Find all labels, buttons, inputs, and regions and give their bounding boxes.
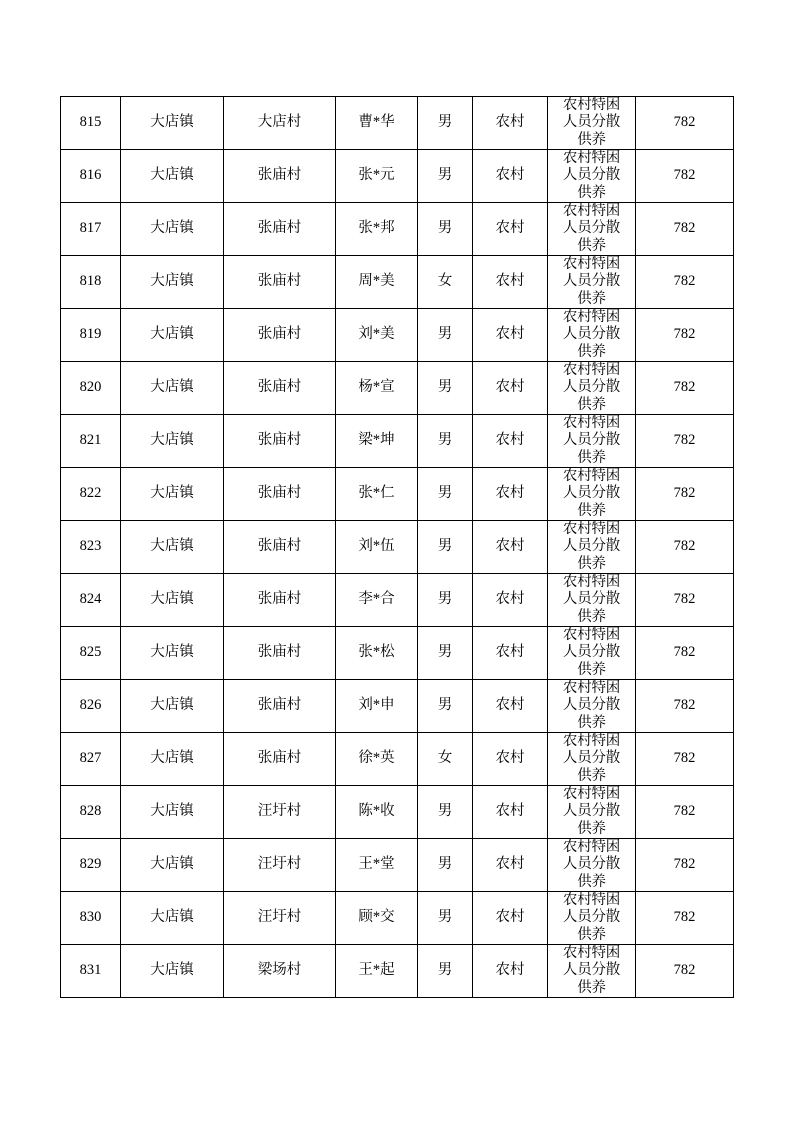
row-serial-number: 827: [61, 733, 121, 786]
row-person-name: 徐*英: [336, 733, 418, 786]
row-person-name: 顾*交: [336, 892, 418, 945]
row-amount: 782: [636, 892, 734, 945]
assistance-category-line: 人员分散: [562, 644, 621, 661]
assistance-category-line: 农村特困: [562, 97, 621, 114]
table-body: [61, 97, 734, 998]
row-amount: 782: [636, 309, 734, 362]
row-assistance-category: [548, 203, 636, 256]
row-serial-number: 819: [61, 309, 121, 362]
row-gender: 女: [418, 256, 473, 309]
row-village: 汪圩村: [224, 839, 336, 892]
row-township: 大店镇: [121, 574, 224, 627]
row-gender: 男: [418, 839, 473, 892]
row-assistance-category: [548, 415, 636, 468]
row-person-name: 王*起: [336, 945, 418, 998]
assistance-category-line: 农村特困: [562, 680, 621, 697]
assistance-category-line: 农村特困: [562, 892, 621, 909]
row-amount: 782: [636, 203, 734, 256]
row-person-name: 张*松: [336, 627, 418, 680]
row-gender: 男: [418, 574, 473, 627]
row-assistance-category: [548, 574, 636, 627]
row-household-type: 农村: [473, 521, 548, 574]
assistance-category-line: 人员分散: [562, 114, 621, 131]
assistance-category-line: 人员分散: [562, 485, 621, 502]
table-row: [61, 786, 734, 839]
row-township: 大店镇: [121, 892, 224, 945]
table-row: [61, 362, 734, 415]
row-person-name: 杨*宣: [336, 362, 418, 415]
row-township: 大店镇: [121, 415, 224, 468]
row-village: 张庙村: [224, 627, 336, 680]
row-gender: 男: [418, 627, 473, 680]
assistance-category-line: 供养: [577, 926, 606, 943]
row-amount: 782: [636, 256, 734, 309]
assistance-category-line: 人员分散: [562, 803, 621, 820]
assistance-category-line: 人员分散: [562, 379, 621, 396]
row-township: 大店镇: [121, 150, 224, 203]
row-gender: 男: [418, 786, 473, 839]
assistance-category-line: 人员分散: [562, 962, 621, 979]
table-row: [61, 521, 734, 574]
row-amount: 782: [636, 786, 734, 839]
row-person-name: 陈*收: [336, 786, 418, 839]
row-serial-number: 830: [61, 892, 121, 945]
row-household-type: 农村: [473, 468, 548, 521]
table-row: [61, 839, 734, 892]
assistance-category-line: 供养: [577, 555, 606, 572]
row-serial-number: 822: [61, 468, 121, 521]
table-row: [61, 256, 734, 309]
assistance-category-line: 供养: [577, 820, 606, 837]
table-row: [61, 97, 734, 150]
row-household-type: 农村: [473, 680, 548, 733]
table-row: [61, 203, 734, 256]
row-amount: 782: [636, 150, 734, 203]
row-village: 张庙村: [224, 733, 336, 786]
row-serial-number: 829: [61, 839, 121, 892]
row-household-type: 农村: [473, 733, 548, 786]
assistance-category-line: 供养: [577, 449, 606, 466]
row-household-type: 农村: [473, 415, 548, 468]
row-household-type: 农村: [473, 309, 548, 362]
row-village: 张庙村: [224, 256, 336, 309]
row-amount: 782: [636, 521, 734, 574]
row-person-name: 刘*伍: [336, 521, 418, 574]
assistance-category-line: 供养: [577, 873, 606, 890]
row-assistance-category: [548, 256, 636, 309]
row-village: 张庙村: [224, 150, 336, 203]
row-amount: 782: [636, 362, 734, 415]
row-serial-number: 828: [61, 786, 121, 839]
row-serial-number: 823: [61, 521, 121, 574]
assistance-category-line: 农村特困: [562, 468, 621, 485]
row-gender: 男: [418, 945, 473, 998]
row-person-name: 李*合: [336, 574, 418, 627]
assistance-category-line: 供养: [577, 979, 606, 996]
row-village: 梁场村: [224, 945, 336, 998]
assistance-category-line: 供养: [577, 661, 606, 678]
assistance-category-line: 人员分散: [562, 856, 621, 873]
row-assistance-category: [548, 627, 636, 680]
assistance-category-line: 供养: [577, 237, 606, 254]
row-township: 大店镇: [121, 97, 224, 150]
row-township: 大店镇: [121, 256, 224, 309]
row-person-name: 刘*申: [336, 680, 418, 733]
row-gender: 男: [418, 309, 473, 362]
row-gender: 男: [418, 203, 473, 256]
row-person-name: 梁*坤: [336, 415, 418, 468]
row-serial-number: 825: [61, 627, 121, 680]
row-amount: 782: [636, 574, 734, 627]
assistance-category-line: 农村特困: [562, 733, 621, 750]
row-village: 大店村: [224, 97, 336, 150]
row-amount: 782: [636, 839, 734, 892]
row-serial-number: 826: [61, 680, 121, 733]
row-township: 大店镇: [121, 839, 224, 892]
row-gender: 女: [418, 733, 473, 786]
assistance-category-line: 人员分散: [562, 432, 621, 449]
row-gender: 男: [418, 680, 473, 733]
row-village: 汪圩村: [224, 892, 336, 945]
row-township: 大店镇: [121, 362, 224, 415]
row-township: 大店镇: [121, 786, 224, 839]
table-row: [61, 415, 734, 468]
assistance-category-line: 农村特困: [562, 839, 621, 856]
assistance-category-line: 供养: [577, 767, 606, 784]
row-amount: 782: [636, 627, 734, 680]
row-village: 张庙村: [224, 362, 336, 415]
row-village: 张庙村: [224, 680, 336, 733]
row-gender: 男: [418, 521, 473, 574]
row-serial-number: 817: [61, 203, 121, 256]
row-household-type: 农村: [473, 786, 548, 839]
row-household-type: 农村: [473, 203, 548, 256]
row-township: 大店镇: [121, 627, 224, 680]
row-person-name: 刘*美: [336, 309, 418, 362]
row-person-name: 张*元: [336, 150, 418, 203]
row-household-type: 农村: [473, 362, 548, 415]
subsidy-recipients-table-wrapper: [60, 96, 733, 998]
row-person-name: 王*堂: [336, 839, 418, 892]
row-amount: 782: [636, 680, 734, 733]
row-gender: 男: [418, 415, 473, 468]
table-row: [61, 574, 734, 627]
assistance-category-line: 人员分散: [562, 167, 621, 184]
row-assistance-category: [548, 521, 636, 574]
assistance-category-line: 农村特困: [562, 362, 621, 379]
row-household-type: 农村: [473, 892, 548, 945]
assistance-category-line: 农村特困: [562, 786, 621, 803]
row-village: 张庙村: [224, 309, 336, 362]
row-amount: 782: [636, 415, 734, 468]
row-household-type: 农村: [473, 627, 548, 680]
row-household-type: 农村: [473, 945, 548, 998]
row-serial-number: 821: [61, 415, 121, 468]
row-serial-number: 831: [61, 945, 121, 998]
row-village: 张庙村: [224, 521, 336, 574]
row-assistance-category: [548, 150, 636, 203]
assistance-category-line: 人员分散: [562, 273, 621, 290]
assistance-category-line: 人员分散: [562, 750, 621, 767]
assistance-category-line: 农村特困: [562, 627, 621, 644]
assistance-category-line: 农村特困: [562, 256, 621, 273]
row-household-type: 农村: [473, 97, 548, 150]
row-village: 张庙村: [224, 468, 336, 521]
row-assistance-category: [548, 680, 636, 733]
assistance-category-line: 农村特困: [562, 309, 621, 326]
assistance-category-line: 人员分散: [562, 591, 621, 608]
assistance-category-line: 人员分散: [562, 909, 621, 926]
row-township: 大店镇: [121, 203, 224, 256]
row-township: 大店镇: [121, 468, 224, 521]
assistance-category-line: 供养: [577, 714, 606, 731]
assistance-category-line: 供养: [577, 184, 606, 201]
row-assistance-category: [548, 468, 636, 521]
row-household-type: 农村: [473, 839, 548, 892]
row-person-name: 张*邦: [336, 203, 418, 256]
row-household-type: 农村: [473, 150, 548, 203]
assistance-category-line: 供养: [577, 502, 606, 519]
row-person-name: 曹*华: [336, 97, 418, 150]
row-village: 汪圩村: [224, 786, 336, 839]
assistance-category-line: 供养: [577, 396, 606, 413]
row-person-name: 张*仁: [336, 468, 418, 521]
row-gender: 男: [418, 892, 473, 945]
row-gender: 男: [418, 362, 473, 415]
row-township: 大店镇: [121, 309, 224, 362]
row-assistance-category: [548, 309, 636, 362]
row-serial-number: 816: [61, 150, 121, 203]
row-gender: 男: [418, 468, 473, 521]
table-row: [61, 468, 734, 521]
row-amount: 782: [636, 97, 734, 150]
row-assistance-category: [548, 362, 636, 415]
row-township: 大店镇: [121, 680, 224, 733]
table-row: [61, 733, 734, 786]
row-village: 张庙村: [224, 203, 336, 256]
row-assistance-category: [548, 945, 636, 998]
assistance-category-line: 人员分散: [562, 538, 621, 555]
table-row: [61, 680, 734, 733]
row-township: 大店镇: [121, 521, 224, 574]
assistance-category-line: 农村特困: [562, 945, 621, 962]
table-row: [61, 150, 734, 203]
assistance-category-line: 农村特困: [562, 574, 621, 591]
table-row: [61, 309, 734, 362]
assistance-category-line: 农村特困: [562, 415, 621, 432]
row-amount: 782: [636, 468, 734, 521]
row-assistance-category: [548, 892, 636, 945]
row-household-type: 农村: [473, 574, 548, 627]
row-gender: 男: [418, 150, 473, 203]
row-township: 大店镇: [121, 945, 224, 998]
row-serial-number: 818: [61, 256, 121, 309]
assistance-category-line: 人员分散: [562, 326, 621, 343]
assistance-category-line: 供养: [577, 608, 606, 625]
row-assistance-category: [548, 839, 636, 892]
subsidy-recipients-table: [60, 96, 734, 998]
row-serial-number: 824: [61, 574, 121, 627]
row-amount: 782: [636, 945, 734, 998]
assistance-category-line: 农村特困: [562, 203, 621, 220]
row-assistance-category: [548, 733, 636, 786]
table-row: [61, 892, 734, 945]
row-assistance-category: [548, 97, 636, 150]
assistance-category-line: 供养: [577, 343, 606, 360]
assistance-category-line: 人员分散: [562, 220, 621, 237]
row-township: 大店镇: [121, 733, 224, 786]
assistance-category-line: 供养: [577, 131, 606, 148]
assistance-category-line: 供养: [577, 290, 606, 307]
row-assistance-category: [548, 786, 636, 839]
assistance-category-line: 人员分散: [562, 697, 621, 714]
row-serial-number: 820: [61, 362, 121, 415]
row-household-type: 农村: [473, 256, 548, 309]
assistance-category-line: 农村特困: [562, 521, 621, 538]
row-amount: 782: [636, 733, 734, 786]
row-gender: 男: [418, 97, 473, 150]
row-village: 张庙村: [224, 415, 336, 468]
table-row: [61, 945, 734, 998]
row-person-name: 周*美: [336, 256, 418, 309]
assistance-category-line: 农村特困: [562, 150, 621, 167]
row-village: 张庙村: [224, 574, 336, 627]
row-serial-number: 815: [61, 97, 121, 150]
table-row: [61, 627, 734, 680]
